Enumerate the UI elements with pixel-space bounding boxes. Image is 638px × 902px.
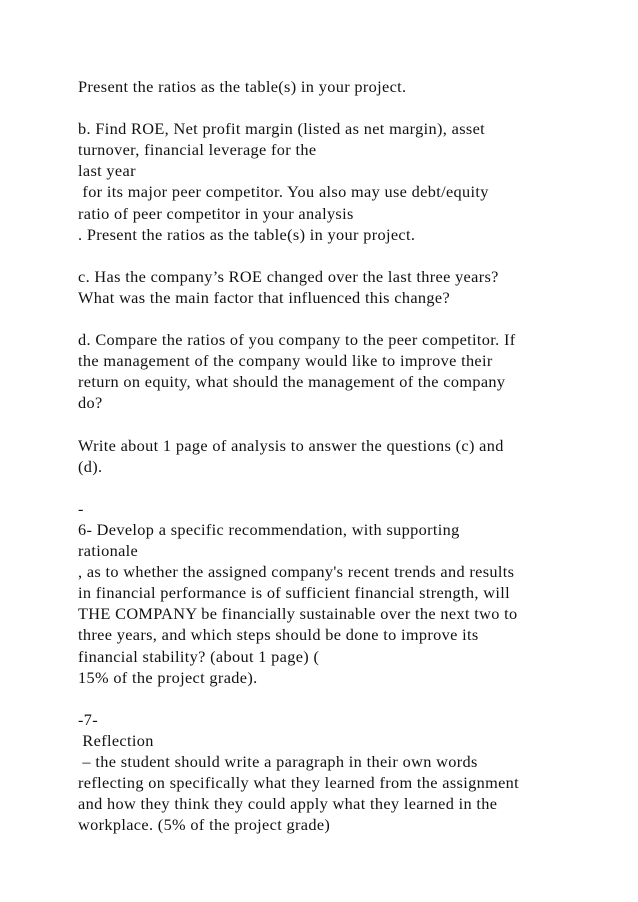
text-line: - xyxy=(78,498,84,518)
text-line: ratio of peer competitor in your analysis xyxy=(78,203,354,223)
text-line: last year xyxy=(78,161,136,181)
document-body xyxy=(78,76,598,835)
text-line: 6- Develop a specific recommendation, with supporting xyxy=(78,519,460,539)
text-line: three years, and which steps should be done to improve its xyxy=(78,625,479,645)
blank-line xyxy=(78,477,598,498)
text-line: turnover, financial leverage for the xyxy=(78,140,317,160)
text-line: for its major peer competitor. You also may use debt/equity xyxy=(78,182,489,202)
text-line: -7- xyxy=(78,709,99,729)
text-line: Present the ratios as the table(s) in your project. xyxy=(78,77,407,96)
blank-line xyxy=(78,245,598,266)
text-line: , as to whether the assigned company's recent trends and results xyxy=(78,562,515,582)
text-line: d. Compare the ratios of you company to the peer competitor. If xyxy=(78,330,516,350)
text-line: the management of the company would like to improve their xyxy=(78,351,493,371)
text-line: and how they think they could apply what they learned in the xyxy=(78,794,498,814)
text-line: What was the main factor that influenced this change? xyxy=(78,287,451,307)
blank-line xyxy=(78,414,598,435)
text-line: – the student should write a paragraph in their own words xyxy=(78,752,478,771)
text-line: Reflection xyxy=(78,730,154,750)
text-line: in financial performance is of sufficient financial strength, will xyxy=(78,583,510,603)
text-line: Write about 1 page of analysis to answer the questions (c) and xyxy=(78,435,504,455)
text-line: financial stability? (about 1 page) ( xyxy=(78,646,320,666)
text-line: c. Has the company’s ROE changed over the last three years? xyxy=(78,266,499,286)
text-line: do? xyxy=(78,393,103,413)
text-line: b. Find ROE, Net profit margin (listed as net margin), asset xyxy=(78,119,486,139)
blank-line xyxy=(78,308,598,329)
text-line: rationale xyxy=(78,541,139,561)
blank-line xyxy=(78,97,598,118)
blank-line xyxy=(78,688,598,709)
text-line: . Present the ratios as the table(s) in your project. xyxy=(78,224,416,244)
text-line: 15% of the project grade). xyxy=(78,667,258,687)
text-line: return on equity, what should the management of the company xyxy=(78,372,506,392)
text-line: THE COMPANY be financially sustainable over the next two to xyxy=(78,604,518,624)
text-line: reflecting on specifically what they learned from the assignment xyxy=(78,773,520,793)
text-line: workplace. (5% of the project grade) xyxy=(78,815,331,835)
text-line: (d). xyxy=(78,456,103,476)
